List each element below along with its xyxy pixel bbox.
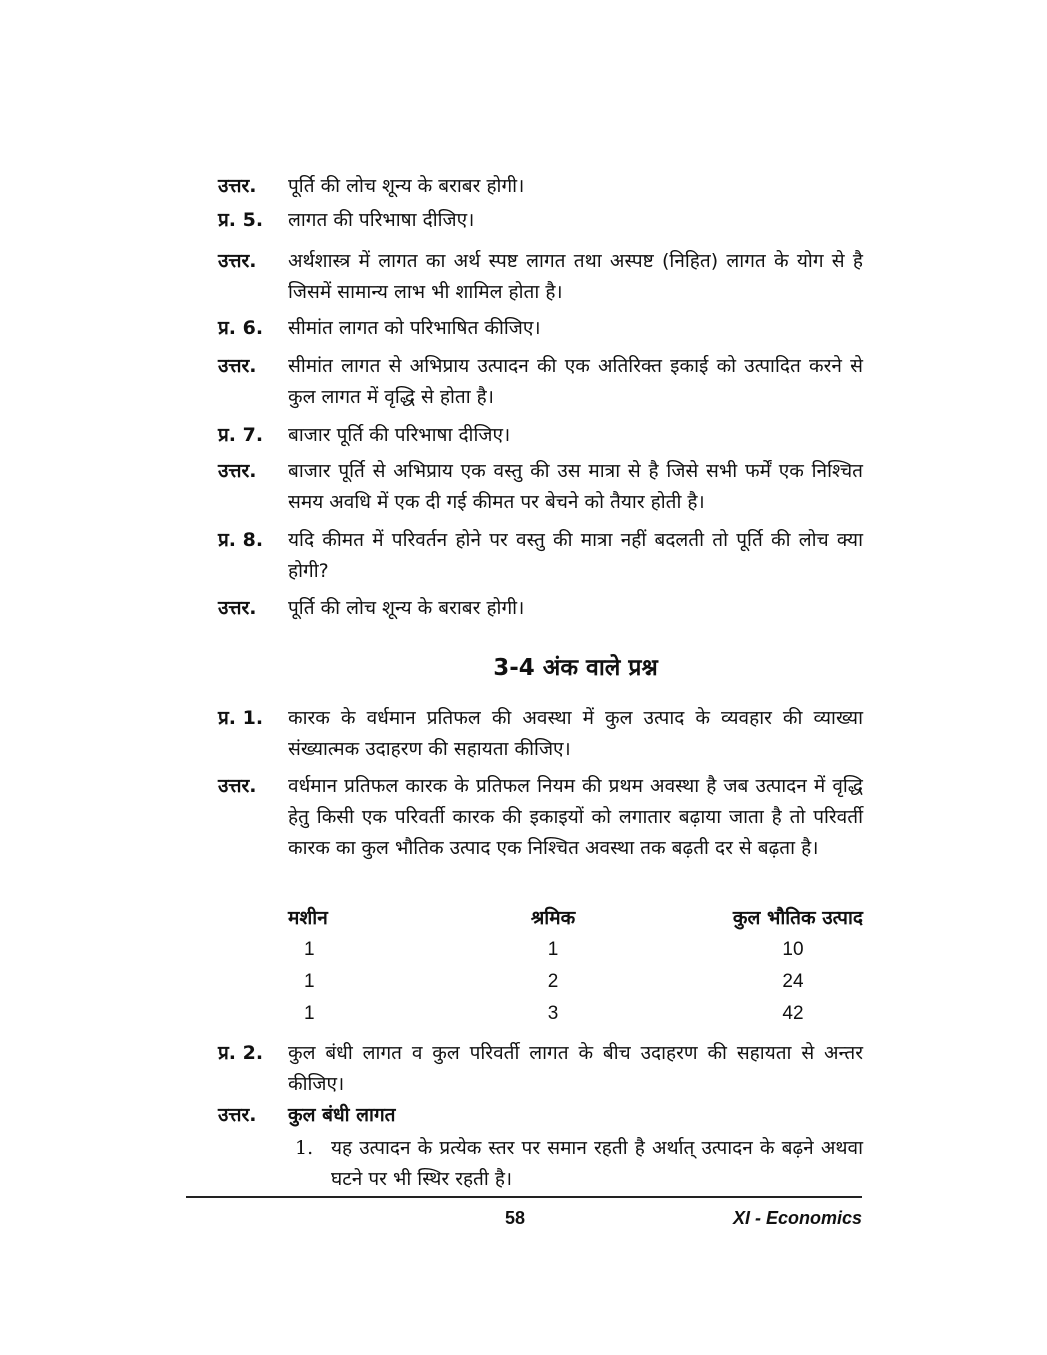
answer-block [218, 351, 863, 413]
table-cell: 1 [547, 939, 559, 960]
answer-label: उत्तर. [218, 597, 257, 619]
question-text: यदि कीमत में परिवर्तन होने पर वस्तु की मात्रा नहीं बदलती तो पूर्ति की लोच क्या होगी? [288, 529, 863, 582]
table-cell: 24 [782, 971, 804, 992]
answer-text: सीमांत लागत से अभिप्राय उत्पादन की एक अतिरिक्त इकाई को उत्पादित करने से कुल लागत में वृद्धि से होता है। [288, 355, 863, 408]
table-cell: 1 [304, 939, 315, 960]
answer-label: उत्तर. [218, 1104, 257, 1126]
answer-block [218, 246, 863, 308]
table-header: श्रमिक [530, 907, 576, 929]
question-text: सीमांत लागत को परिभाषित कीजिए। [288, 317, 541, 339]
section-heading: 3-4 अंक वाले प्रश्न [493, 655, 658, 681]
answer-text: पूर्ति की लोच शून्य के बराबर होगी। [288, 175, 525, 197]
question-label: प्र. 2. [218, 1042, 264, 1064]
answer-block [218, 771, 863, 864]
question-text: लागत की परिभाषा दीजिए। [288, 209, 475, 231]
list-item [295, 1133, 863, 1195]
list-text: यह उत्पादन के प्रत्येक स्तर पर समान रहती है अर्थात् उत्पादन के बढ़ने अथवा घटने पर भी स्थिर रहती है। [331, 1137, 863, 1190]
page-number: 58 [505, 1208, 526, 1228]
answer-text: अर्थशास्त्र में लागत का अर्थ स्पष्ट लागत तथा अस्पष्ट (निहित) लागत के योग से है जिसमें सामान्य लाभ भी शामिल होता है। [288, 250, 863, 303]
table-row [288, 966, 863, 998]
product-table [288, 902, 863, 1030]
question-label: प्र. 6. [218, 317, 264, 339]
question-label: प्र. 7. [218, 424, 264, 446]
question-block-7 [218, 420, 863, 451]
answer-label: उत्तर. [218, 775, 257, 797]
footer-divider [186, 1196, 862, 1198]
answer-label: उत्तर. [218, 175, 257, 197]
table-header-row [288, 902, 863, 934]
answer-block [218, 1100, 863, 1131]
question-label: प्र. 5. [218, 209, 264, 231]
question-text: कारक के वर्धमान प्रतिफल की अवस्था में कुल उत्पाद के व्यवहार की व्याख्या संख्यात्मक उदाहरण की सहायता कीजिए। [288, 707, 863, 760]
question-label: प्र. 8. [218, 529, 264, 551]
question-text: कुल बंधी लागत व कुल परिवर्ती लागत के बीच उदाहरण की सहायता से अन्तर कीजिए। [288, 1042, 863, 1095]
table-cell: 10 [782, 939, 804, 960]
answer-subheading: कुल बंधी लागत [288, 1104, 396, 1126]
answer-text: वर्धमान प्रतिफल कारक के प्रतिफल नियम की प्रथम अवस्था है जब उत्पादन में वृद्धि हेतु किसी एक परिवर्ती कारक की इकाइयों को लगातार बढ़ाया जाता है तो परिवर्ती कारक का कुल भौतिक उत्पाद एक निश्चित अवस्था तक बढ़ती दर से बढ़ता है। [288, 775, 863, 859]
table-cell: 2 [547, 971, 559, 992]
answer-label: उत्तर. [218, 355, 257, 377]
table-row [288, 998, 863, 1030]
question-block-1 [218, 703, 863, 765]
answer-block [218, 593, 863, 624]
table-cell: 3 [547, 1003, 559, 1024]
table-cell: 1 [304, 971, 315, 992]
question-text: बाजार पूर्ति की परिभाषा दीजिए। [288, 424, 511, 446]
table-cell: 42 [782, 1003, 804, 1024]
table-header: मशीन [288, 907, 328, 929]
question-block-5 [218, 205, 863, 236]
question-block-8 [218, 525, 863, 587]
list-number: 1. [295, 1137, 314, 1159]
table-cell: 1 [304, 1003, 315, 1024]
footer-title: XI - Economics [732, 1208, 862, 1228]
question-block-2 [218, 1038, 863, 1100]
table-row [288, 934, 863, 966]
table-header: कुल भौतिक उत्पाद [732, 907, 863, 929]
answer-text: बाजार पूर्ति से अभिप्राय एक वस्तु की उस मात्रा से है जिसे सभी फर्में एक निश्चित समय अवधि में एक दी गई कीमत पर बेचने को तैयार होती है। [288, 460, 863, 513]
question-block-6 [218, 313, 863, 344]
question-label: प्र. 1. [218, 707, 264, 729]
answer-label: उत्तर. [218, 250, 257, 272]
answer-text: पूर्ति की लोच शून्य के बराबर होगी। [288, 597, 525, 619]
answer-label: उत्तर. [218, 460, 257, 482]
answer-block [218, 456, 863, 518]
answer-block [218, 171, 863, 202]
